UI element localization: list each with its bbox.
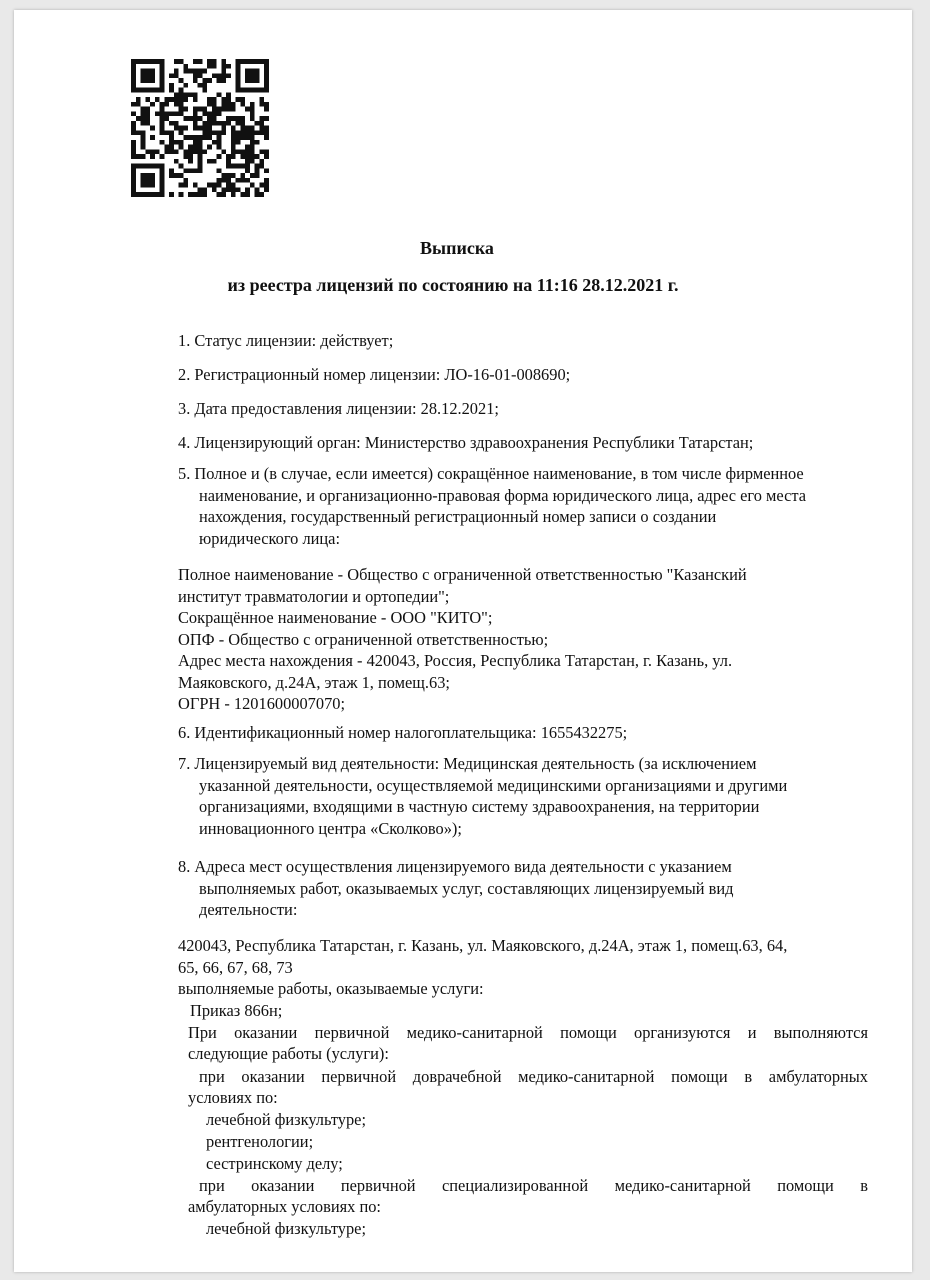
item-legal-entity-line: наименование, и организационно-правовая форма юридического лица, адрес его места: [199, 485, 806, 505]
document-title: Выписка: [420, 238, 494, 258]
specialized-care: при оказании первичной специализированной медико-санитарной помощи в: [199, 1176, 868, 1195]
specialized-care-cont: амбулаторных условиях по:: [188, 1197, 381, 1216]
document-page: [14, 10, 912, 1272]
item-activity-addresses: [178, 856, 734, 921]
org-legal-form: ОПФ - Общество с ограниченной ответственностью;: [178, 629, 549, 649]
item-activity-line: организациями, входящими в частную систему здравоохранения, на территории: [199, 797, 760, 816]
pmsp-intro-cont: следующие работы (услуги):: [188, 1044, 389, 1063]
org-short-name: Сокращённое наименование - ООО "КИТО";: [178, 608, 493, 627]
service-item: сестринскому делу;: [206, 1154, 343, 1173]
service-item: лечебной физкультуре;: [206, 1219, 367, 1238]
service-item: рентгенологии;: [206, 1132, 314, 1151]
qr-code: [131, 59, 269, 197]
item-addresses-line: выполняемых работ, оказываемых услуг, составляющих лицензируемый вид: [199, 878, 734, 898]
item-inn: 6. Идентификационный номер налогоплательщика: 1655432275;: [178, 723, 628, 742]
item-activity-line: инновационного центра «Сколково»);: [199, 818, 462, 838]
item-legal-entity: [178, 463, 806, 549]
item-issue-date: 3. Дата предоставления лицензии: 28.12.2021;: [178, 399, 499, 418]
works-services-label: выполняемые работы, оказываемые услуги:: [178, 979, 484, 998]
document-subtitle: из реестра лицензий по состоянию на 11:16 28.12.2021 г.: [227, 275, 679, 295]
org-full-name-cont: институт травматологии и ортопедии";: [178, 586, 450, 606]
org-ogrn: ОГРН - 1201600007070;: [178, 694, 346, 713]
order-reference: Приказ 866н;: [190, 1001, 283, 1020]
pmsp-intro: При оказании первичной медико-санитарной помощи организуются и выполняются: [188, 1023, 868, 1042]
item-addresses-line: 8. Адреса мест осуществления лицензируемого вида деятельности с указанием: [178, 857, 732, 876]
item-license-status: 1. Статус лицензии: действует;: [178, 331, 394, 350]
item-registration-number: 2. Регистрационный номер лицензии: ЛО-16-01-008690;: [178, 365, 571, 384]
item-activity-line: указанной деятельности, осуществляемой медицинскими организациями и другими: [199, 775, 788, 795]
org-address-cont: Маяковского, д.24А, этаж 1, помещ.63;: [178, 672, 450, 692]
activity-address: [178, 935, 787, 1000]
item-legal-entity-line: нахождения, государственный регистрационный номер записи о создании: [199, 507, 717, 526]
activity-address-line: 65, 66, 67, 68, 73: [178, 957, 293, 977]
item-licensing-authority: 4. Лицензирующий орган: Министерство здравоохранения Республики Татарстан;: [178, 433, 754, 452]
item-addresses-line: деятельности:: [199, 900, 298, 919]
org-full-name: Полное наименование - Общество с ограниченной ответственностью "Казанский: [178, 565, 747, 584]
item-legal-entity-line: 5. Полное и (в случае, если имеется) сокращённое наименование, в том числе фирменное: [178, 464, 804, 483]
pre-doctor-care-cont: условиях по:: [188, 1088, 278, 1107]
organization-details: [178, 564, 747, 715]
pre-doctor-care: при оказании первичной доврачебной медико-санитарной помощи в амбулаторных: [199, 1067, 868, 1086]
org-address: Адрес места нахождения - 420043, Россия, Республика Татарстан, г. Казань, ул.: [178, 651, 733, 670]
item-activity-type: [178, 753, 787, 839]
service-item: лечебной физкультуре;: [206, 1110, 367, 1129]
activity-address-line: 420043, Республика Татарстан, г. Казань, ул. Маяковского, д.24А, этаж 1, помещ.63, 64,: [178, 936, 788, 955]
item-activity-line: 7. Лицензируемый вид деятельности: Медицинская деятельность (за исключением: [178, 754, 757, 773]
item-legal-entity-line: юридического лица:: [199, 528, 341, 548]
